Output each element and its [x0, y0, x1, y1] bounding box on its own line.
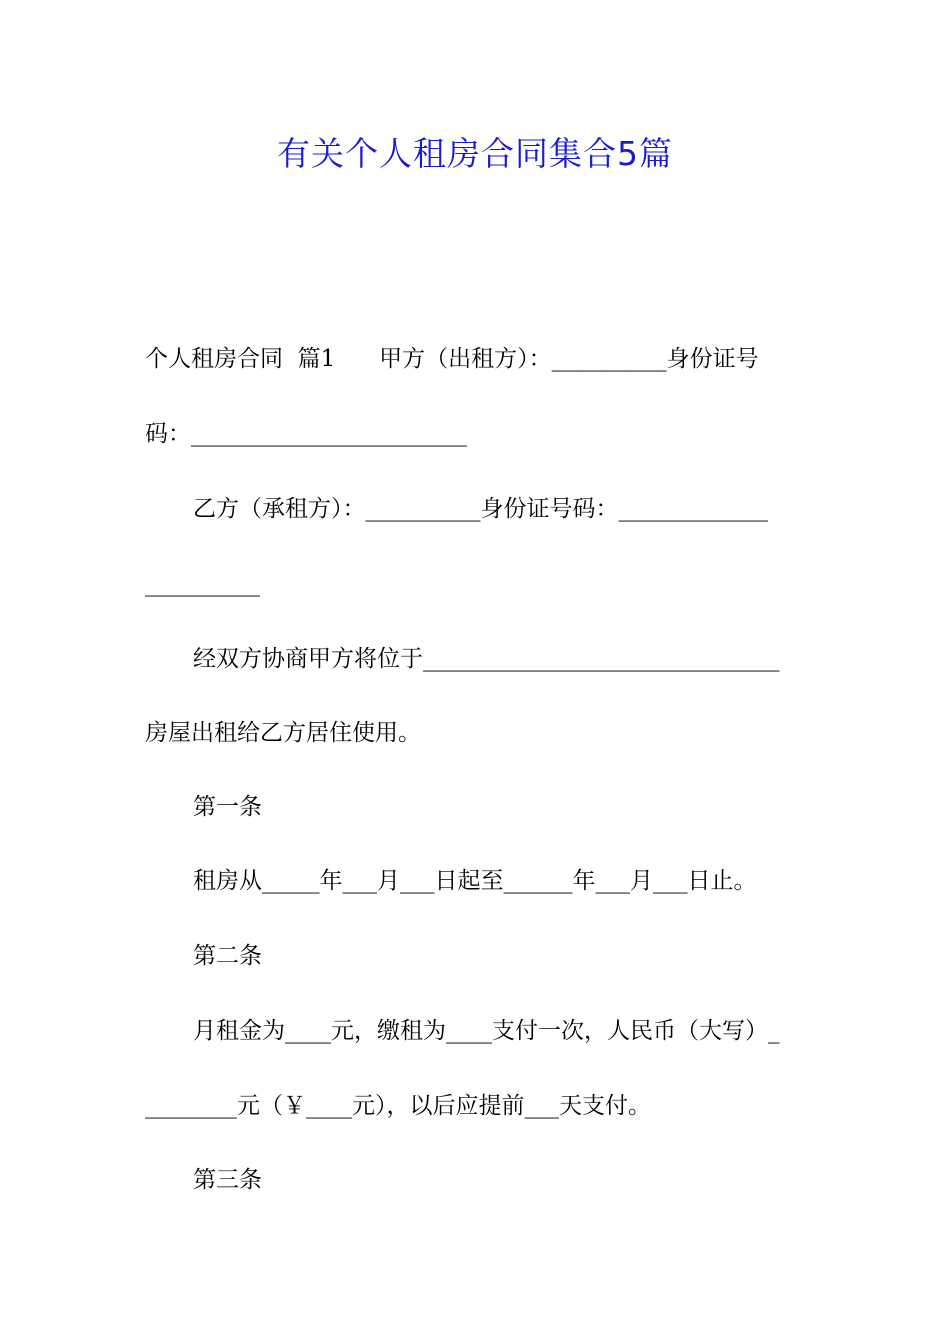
section-heading: 第二条	[193, 943, 262, 969]
paragraph-line: 码：________________________	[145, 421, 467, 447]
paragraph-line: 经双方协商甲方将位于_______________________________	[193, 646, 780, 672]
paragraph-line: 月租金为____元，缴租为____支付一次，人民币（大写）_	[193, 1018, 780, 1044]
section-heading: 第三条	[193, 1167, 262, 1193]
paragraph-line: ________元（￥____元），以后应提前___天支付。	[145, 1093, 651, 1119]
paragraph-line: 房屋出租给乙方居住使用。	[145, 720, 421, 746]
paragraph-line: 个人租房合同 篇1 甲方（出租方）：__________身份证号	[145, 346, 759, 372]
paragraph-line: 租房从_____年___月___日起至______年___月___日止。	[193, 868, 757, 894]
paragraph-line: __________	[145, 571, 260, 597]
paragraph-line: 乙方（承租方）：__________身份证号码：_____________	[193, 496, 768, 522]
section-heading: 第一条	[193, 794, 262, 820]
document-title: 有关个人租房合同集合5篇	[277, 134, 673, 173]
